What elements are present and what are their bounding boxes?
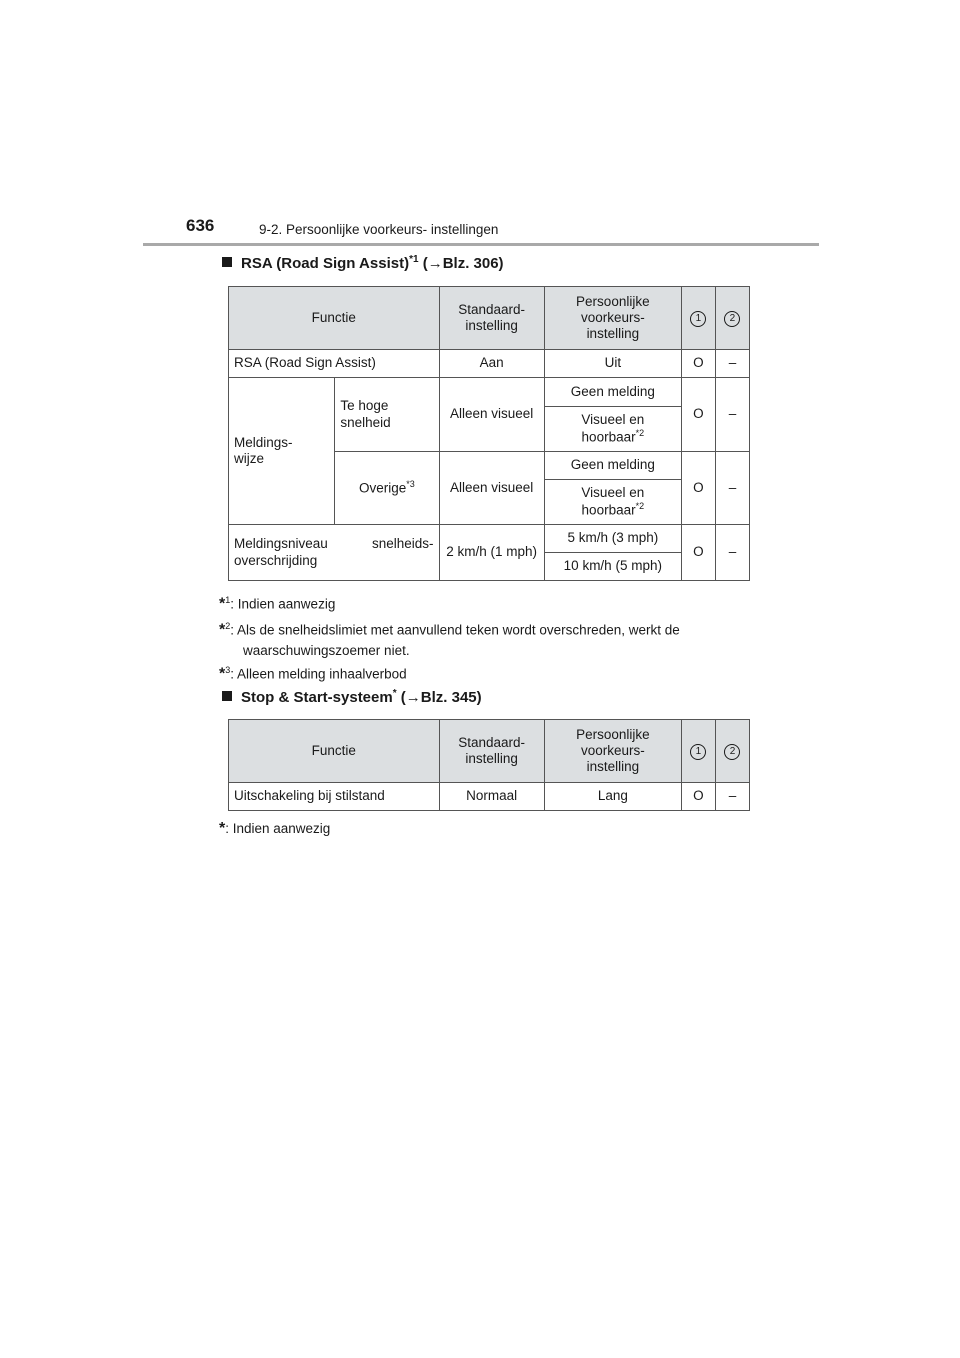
header-persoonlijk: Persoonlijke voorkeurs- instelling: [544, 720, 681, 783]
cell-option: Geen melding: [544, 452, 681, 480]
stop-start-settings-table: [228, 719, 750, 811]
cell-col2: –: [715, 525, 749, 581]
square-bullet-icon: [222, 257, 232, 267]
cell-col2: –: [715, 452, 749, 525]
rsa-heading: RSA (Road Sign Assist)$^{*1}$ (→Blz. 306): [222, 254, 504, 272]
cell-col2: –: [715, 350, 749, 378]
table-row: [229, 525, 750, 553]
cell-persoonlijk: Uit: [544, 350, 681, 378]
header-functie: Functie: [229, 720, 440, 783]
cell-standaard: Alleen visueel: [439, 452, 544, 525]
header-col1: [681, 720, 715, 783]
cell-option: 10 km/h (5 mph): [544, 553, 681, 581]
cell-option: 5 km/h (3 mph): [544, 525, 681, 553]
footnote-3: *$^3$: Alleen melding inhaalverbod: [219, 665, 407, 683]
header-col2: [715, 720, 749, 783]
circled-2-icon: 2: [724, 744, 740, 760]
section-header: 9-2. Persoonlijke voorkeurs- instellingen: [259, 222, 499, 237]
circled-1-icon: 1: [690, 744, 706, 760]
header-col2: [715, 287, 749, 350]
circled-1-icon: 1: [690, 311, 706, 327]
cell-option: Visueel en hoorbaar$^{*2}$: [544, 407, 681, 452]
cell-option: Geen melding: [544, 378, 681, 407]
cell-col1: O: [681, 452, 715, 525]
cell-option: Visueel en hoorbaar$^{*2}$: [544, 480, 681, 525]
stop-start-heading: Stop & Start-systeem* (→Blz. 345): [222, 688, 482, 706]
header-standaard: Standaard- instelling: [439, 287, 544, 350]
rsa-settings-table: [228, 286, 750, 581]
cell-col2: –: [715, 783, 749, 811]
cell-col1: O: [681, 525, 715, 581]
cell-persoonlijk: Lang: [544, 783, 681, 811]
table-row: [229, 378, 750, 407]
cell-overige: Overige$^{*3}$: [335, 452, 439, 525]
header-col1: [681, 287, 715, 350]
cell-standaard: Aan: [439, 350, 544, 378]
cell-col1: O: [681, 350, 715, 378]
cell-col1: O: [681, 783, 715, 811]
header-persoonlijk: Persoonlijke voorkeurs- instelling: [544, 287, 681, 350]
header-standaard: Standaard- instelling: [439, 720, 544, 783]
table-row: [229, 350, 750, 378]
footnote-2: *$^2$: Als de snelheidslimiet met aanvullend teken wordt overschreden, werkt de waarschuwingszoemer niet.: [219, 621, 680, 658]
table-row: [229, 783, 750, 811]
cell-functie: Uitschakeling bij stilstand: [229, 783, 440, 811]
table-header-row: [229, 287, 750, 350]
cell-col1: O: [681, 378, 715, 452]
cell-standaard: Normaal: [439, 783, 544, 811]
header-divider: [143, 243, 819, 246]
circled-2-icon: 2: [724, 311, 740, 327]
footnote-1: *$^1$: Indien aanwezig: [219, 595, 336, 613]
cell-standaard: Alleen visueel: [439, 378, 544, 452]
header-functie: Functie: [229, 287, 440, 350]
page-number: 636: [186, 216, 215, 235]
cell-col2: –: [715, 378, 749, 452]
footnote-star: *: Indien aanwezig: [219, 820, 331, 837]
cell-meldingsniveau: Meldingsniveau snelheids- overschrijding: [229, 525, 440, 581]
cell-standaard: 2 km/h (1 mph): [439, 525, 544, 581]
square-bullet-icon: [222, 691, 232, 701]
cell-meldingswijze: Meldings- wijze: [229, 378, 335, 525]
cell-te-hoge-snelheid: Te hoge snelheid: [335, 378, 439, 452]
cell-functie: RSA (Road Sign Assist): [229, 350, 440, 378]
table-header-row: [229, 720, 750, 783]
